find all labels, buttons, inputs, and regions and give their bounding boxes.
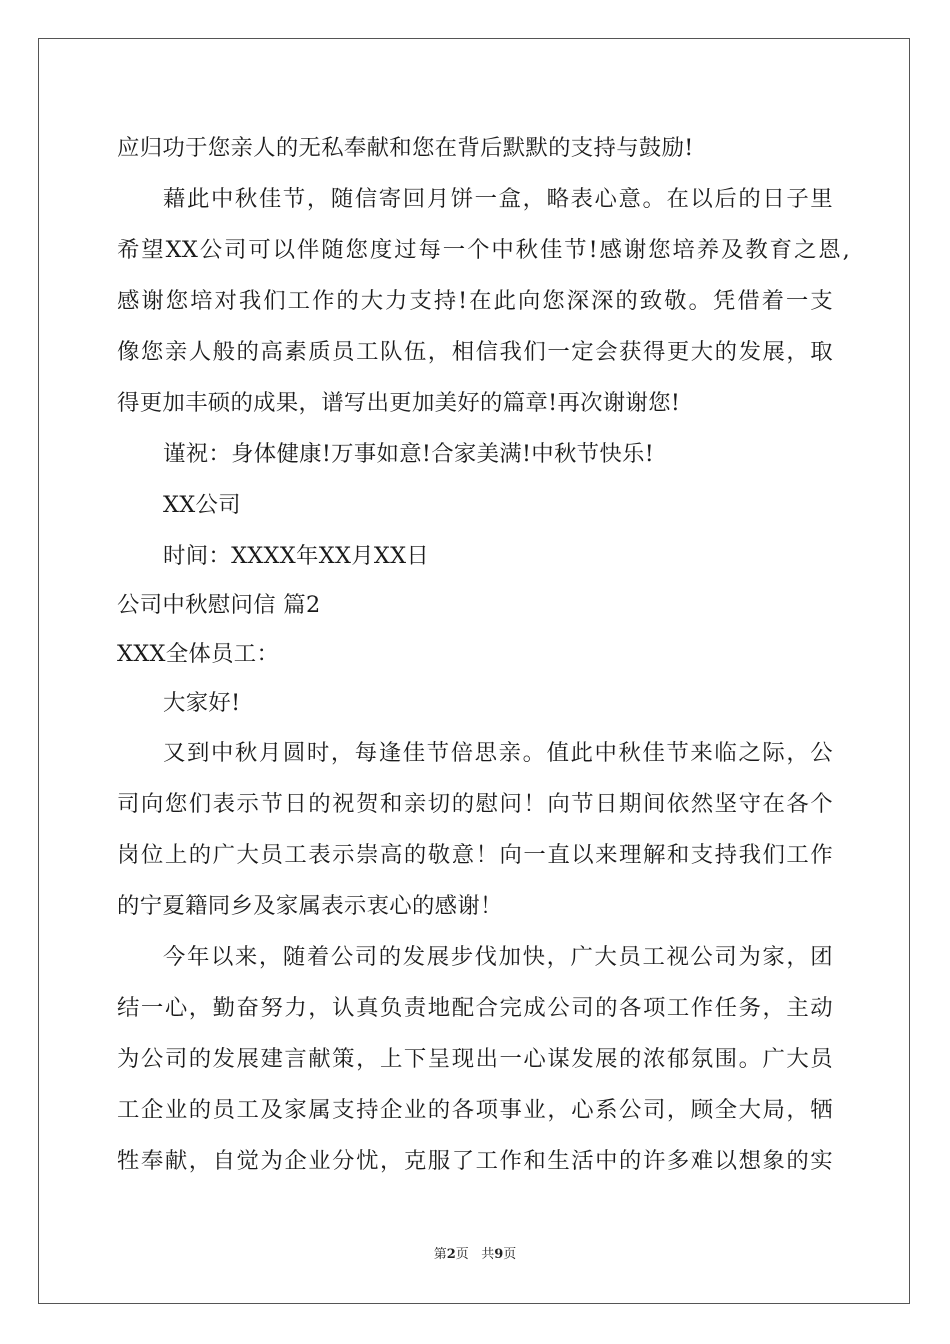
text-line: 谨祝：身体健康!万事如意!合家美满!中秋节快乐!	[163, 441, 655, 467]
text-line: 岗位上的广大员工表示崇高的敬意！向一直以来理解和支持我们工作	[117, 842, 833, 868]
text-line: 牲奉献，自觉为企业分忧，克服了工作和生活中的许多难以想象的实	[117, 1148, 833, 1174]
text-line: 工企业的员工及家属支持企业的各项事业，心系公司，顾全大局，牺	[117, 1097, 833, 1123]
text-line: 希望XX公司可以伴随您度过每一个中秋佳节!感谢您培养及教育之恩,	[117, 237, 850, 263]
section-title: 公司中秋慰问信 篇2	[117, 592, 321, 618]
signature-date: 时间：XXXX年XX月XX日	[163, 543, 430, 569]
signature-company: XX公司	[163, 492, 241, 518]
text-line: 得更加丰硕的成果，谱写出更加美好的篇章!再次谢谢您!	[117, 390, 681, 416]
total-page-count: 9	[494, 1247, 504, 1262]
text-line: 又到中秋月圆时，每逢佳节倍思亲。值此中秋佳节来临之际，公	[163, 740, 833, 766]
footer-suffix: 页	[503, 1247, 517, 1262]
text-line: 藉此中秋佳节，随信寄回月饼一盒，略表心意。在以后的日子里	[163, 186, 833, 212]
salutation: XXX全体员工：	[117, 641, 280, 667]
text-line: 的宁夏籍同乡及家属表示衷心的感谢！	[117, 893, 503, 919]
text-line: 司向您们表示节日的祝贺和亲切的慰问！向节日期间依然坚守在各个	[117, 791, 833, 817]
text-line: 为公司的发展建言献策，上下呈现出一心谋发展的浓郁氛围。广大员	[117, 1046, 833, 1072]
greeting: 大家好!	[163, 690, 241, 716]
footer-prefix: 第	[433, 1247, 447, 1262]
text-line: 像您亲人般的高素质员工队伍，相信我们一定会获得更大的发展，取	[117, 339, 833, 365]
text-line: 结一心，勤奋努力，认真负责地配合完成公司的各项工作任务，主动	[117, 995, 833, 1021]
page-footer	[0, 1246, 950, 1264]
footer-middle: 页 共	[455, 1247, 495, 1262]
current-page-number: 2	[446, 1247, 456, 1262]
text-line: 应归功于您亲人的无私奉献和您在背后默默的支持与鼓励!	[117, 135, 694, 161]
text-line: 感谢您培对我们工作的大力支持!在此向您深深的致敬。凭借着一支	[117, 288, 833, 314]
text-line: 今年以来，随着公司的发展步伐加快，广大员工视公司为家，团	[163, 944, 833, 970]
